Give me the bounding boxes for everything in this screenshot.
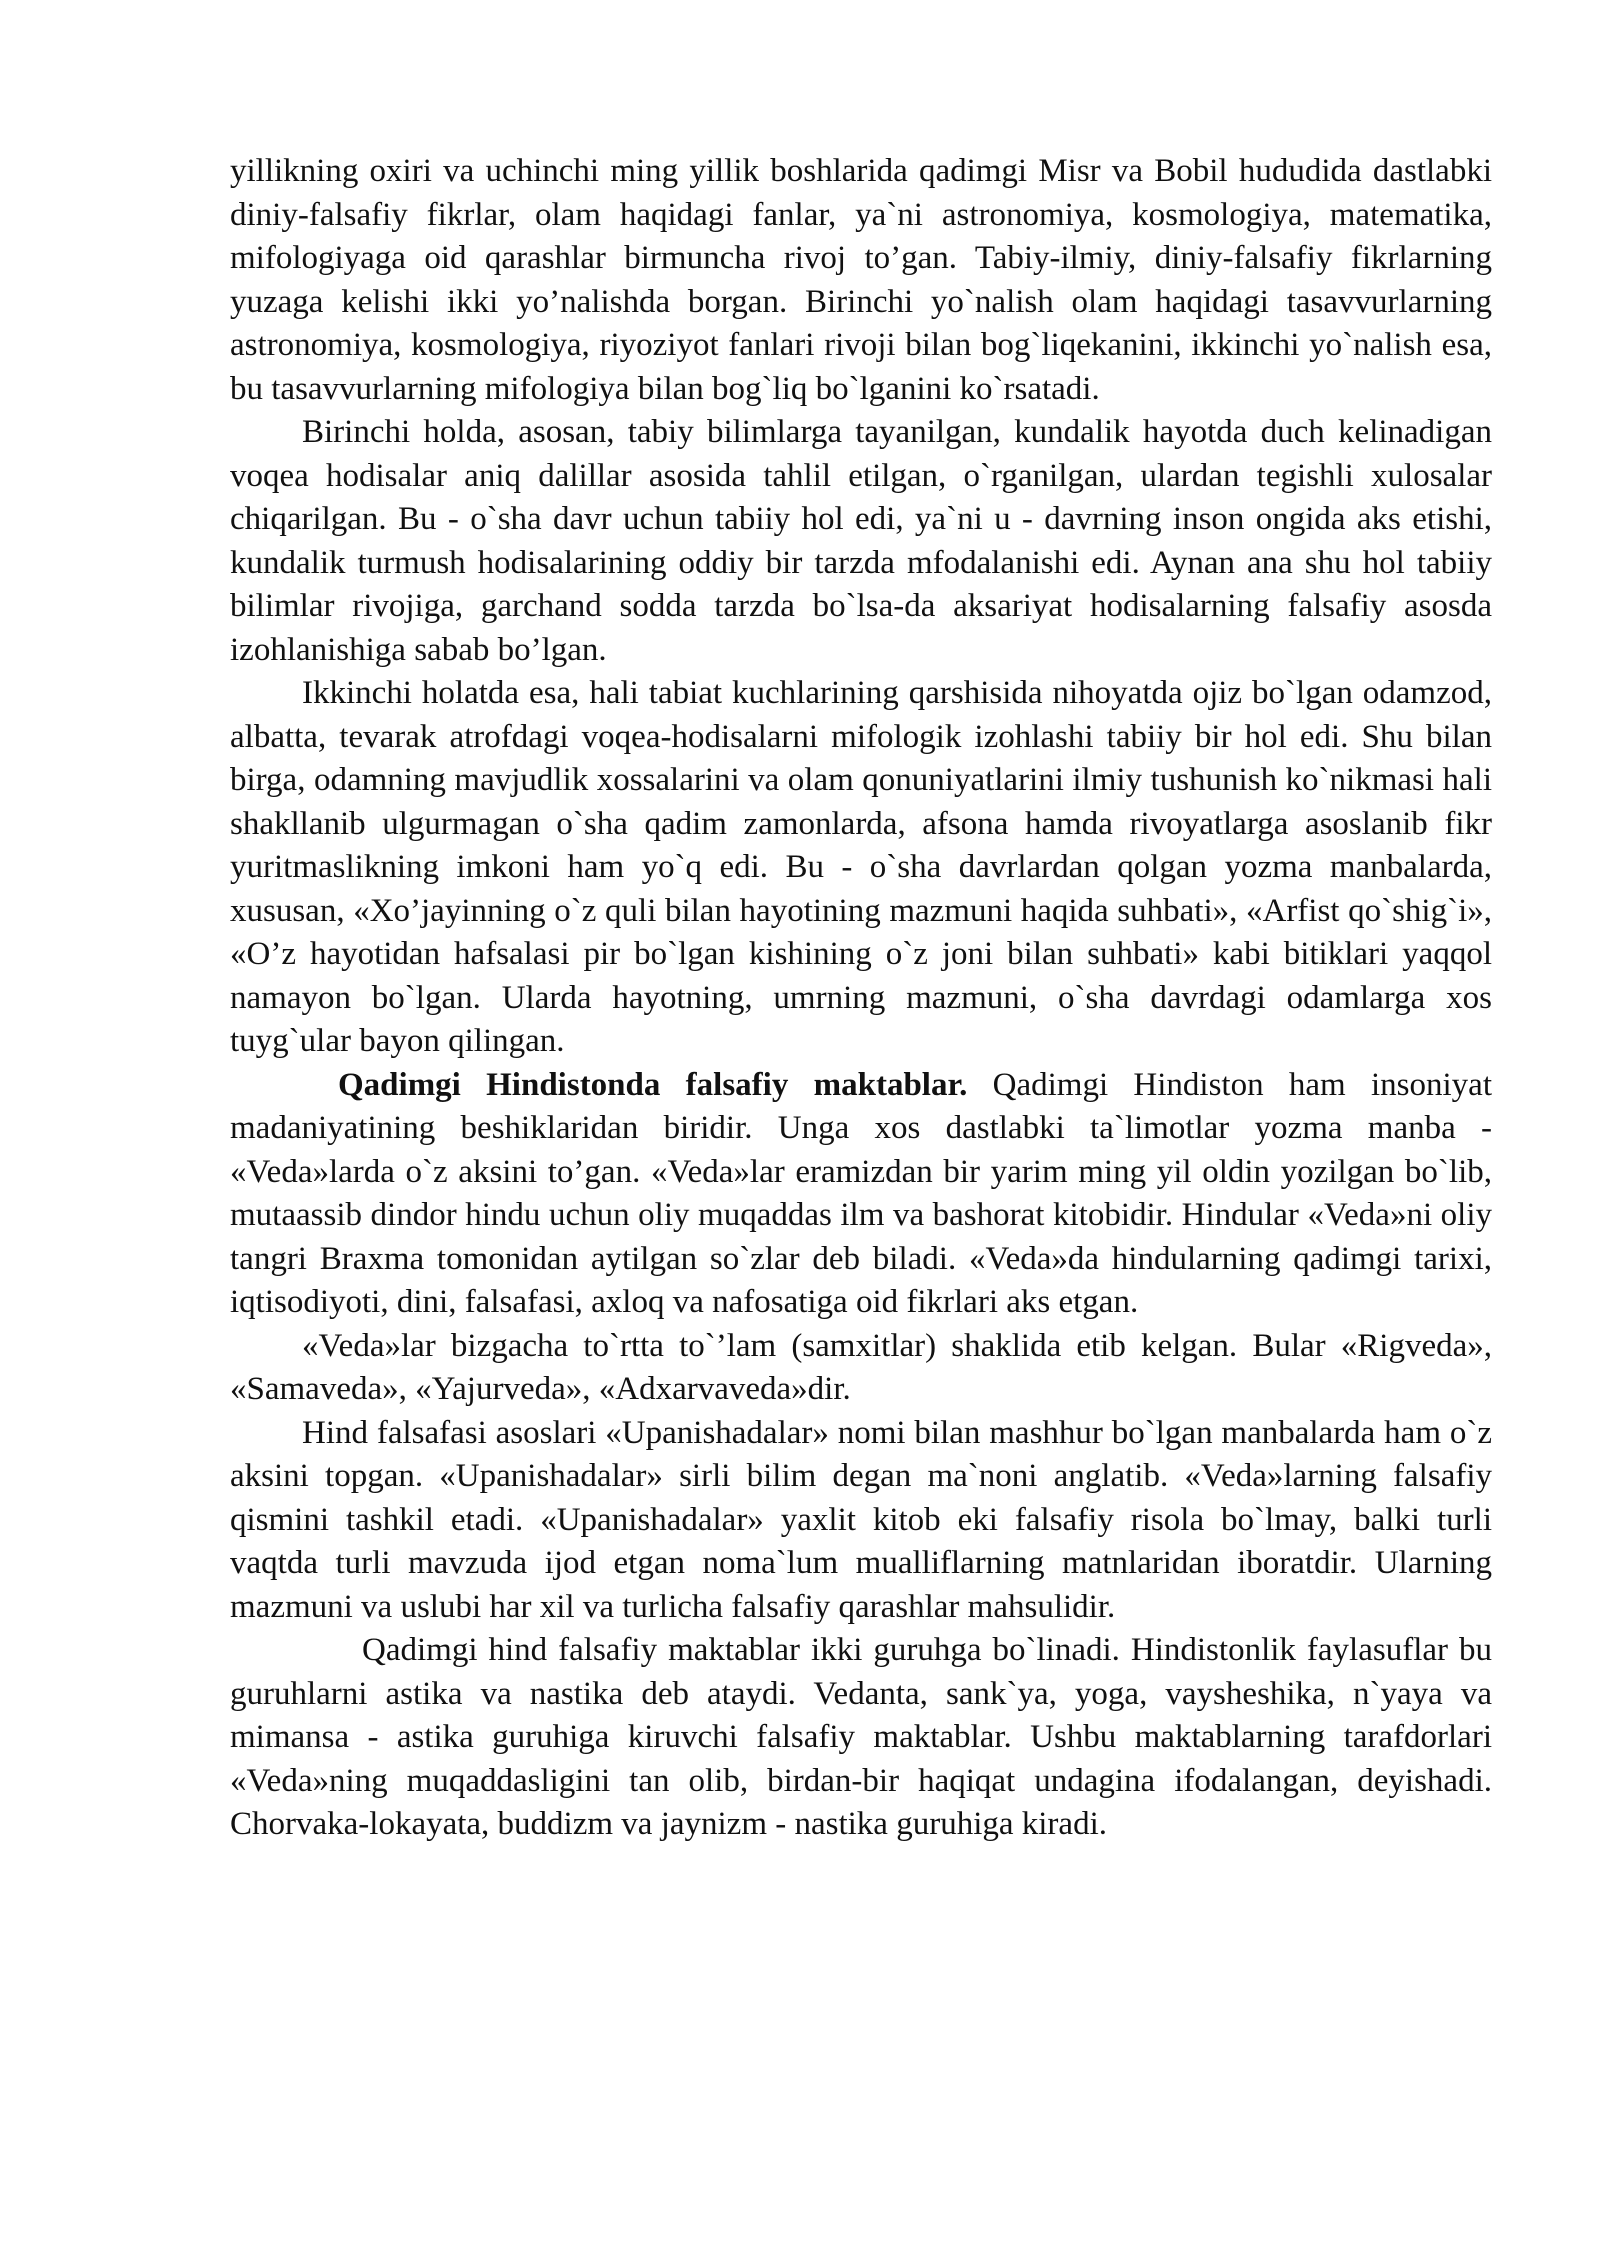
paragraph-6: Hind falsafasi asoslari «Upanishadalar» nomi bilan mashhur bo`lgan manbalarda ham o`z aksini topgan. «Upanishadalar» sirli bilim degan ma`noni anglatib. «Veda»larning falsafiy qismini tashkil etadi. «Upanishadalar» yaxlit kitob eki falsafiy risola bo`lmay, balki turli vaqtda turli mavzuda ijod etgan noma`lum mualliflarning matnlaridan iboratdir. Ularning mazmuni va uslubi har xil va turlicha falsafiy qarashlar mahsulidir. [230,1414,1492,1625]
paragraph-7: Qadimgi hind falsafiy maktablar ikki guruhga bo`linadi. Hindistonlik faylasuflar bu guruhlarni astika va nastika deb ataydi. Vedanta, sank`ya, yoga, vaysheshika, n`yaya va mimansa - astika guruhiga kiruvchi falsafiy maktablar. Ushbu maktablarning tarafdorlari «Veda»ning muqaddasligini tan olib, birdan-bir haqiqat undagina ifodalangan, deyishadi. Chorvaka-lokayata, buddizm va jaynizm - nastika guruhiga kiradi. [230,1632,1492,1842]
paragraph-1: yillikning oxiri va uchinchi ming yillik boshlarida qadimgi Misr va Bobil hududida dastlabki diniy-falsafiy fikrlar, olam haqidagi fanlar, ya`ni astronomiya, kosmologiya, matematika, mifologiyaga oid qarashlar birmuncha rivoj to’gan. Tabiy-ilmiy, diniy-falsafiy fikrlarning yuzaga kelishi ikki yo’nalishda borgan. Birinchi yo`nalish olam haqidagi tasavvurlarning astronomiya, kosmologiya, riyoziyot fanlari rivoji bilan bog`liqekanini, ikkinchi yo`nalish esa, bu tasavvurlarning mifologiya bilan bog`liq bo`lganini ko`rsatadi. [230,153,1492,407]
paragraph-4 [230,1064,1492,1325]
paragraph-4-text: Qadimgi Hindiston ham insoniyat madaniyatining beshiklaridan biridir. Unga xos dastlabki ta`limotlar yozma manba - «Veda»larda o`z aksini to’gan. «Veda»lar eramizdan bir yarim ming yil oldin yozilgan bo`lib, mutaassib dindor hindu uchun oliy muqaddas ilm va bashorat kitobidir. Hindular «Veda»ni oliy tangri Braxma tomonidan aytilgan so`zlar deb biladi. «Veda»da hindularning qadimgi tarixi, iqtisodiyoti, dini, falsafasi, axloq va nafosatiga oid fikrlari aks etgan. [230,1066,1492,1320]
paragraph-3: Ikkinchi holatda esa, hali tabiat kuchlarining qarshisida nihoyatda ojiz bo`lgan odamzod, albatta, tevarak atrofdagi voqea-hodisalarni mifologik izohlashi tabiiy bir hol edi. Shu bilan birga, odamning mavjudlik xossalarini va olam qonuniyatlarini ilmiy tushunish ko`nikmasi hali shakllanib ulgurmagan o`sha qadim zamonlarda, afsona hamda rivoyatlarga asoslanib fikr yuritmaslikning imkoni ham yo`q edi. Bu - o`sha davrlardan qolgan yozma manbalarda, xususan, «Xo’jayinning o`z quli bilan hayotining mazmuni haqida suhbati», «Arfist qo`shig`i», «O’z hayotidan hafsalasi pir bo`lgan kishining o`z joni bilan suhbati» kabi bitiklari yaqqol namayon bo`lgan. Ularda hayotning, umrning mazmuni, o`sha davrdagi odamlarga xos tuyg`ular bayon qilingan. [230,675,1492,1059]
section-heading: Qadimgi Hindistonda falsafiy maktablar. [338,1066,968,1103]
paragraph-2: Birinchi holda, asosan, tabiy bilimlarga tayanilgan, kundalik hayotda duch kelinadigan voqea hodisalar aniq dalillar asosida tahlil etilgan, o`rganilgan, ulardan tegishli xulosalar chiqarilgan. Bu - o`sha davr uchun tabiiy hol edi, ya`ni u - davrning inson ongida aks etishi, kundalik turmush hodisalarining oddiy bir tarzda mfodalanishi edi. Aynan ana shu hol tabiiy bilimlar rivojiga, garchand sodda tarzda bo`lsa-da aksariyat hodisalarning falsafiy asosda izohlanishiga sabab bo’lgan. [230,414,1492,668]
document-page [230,150,1492,1847]
paragraph-5: «Veda»lar bizgacha to`rtta to`’lam (samxitlar) shaklida etib kelgan. Bular «Rigveda», «Samaveda», «Yajurveda», «Adxarvaveda»dir. [230,1327,1492,1407]
